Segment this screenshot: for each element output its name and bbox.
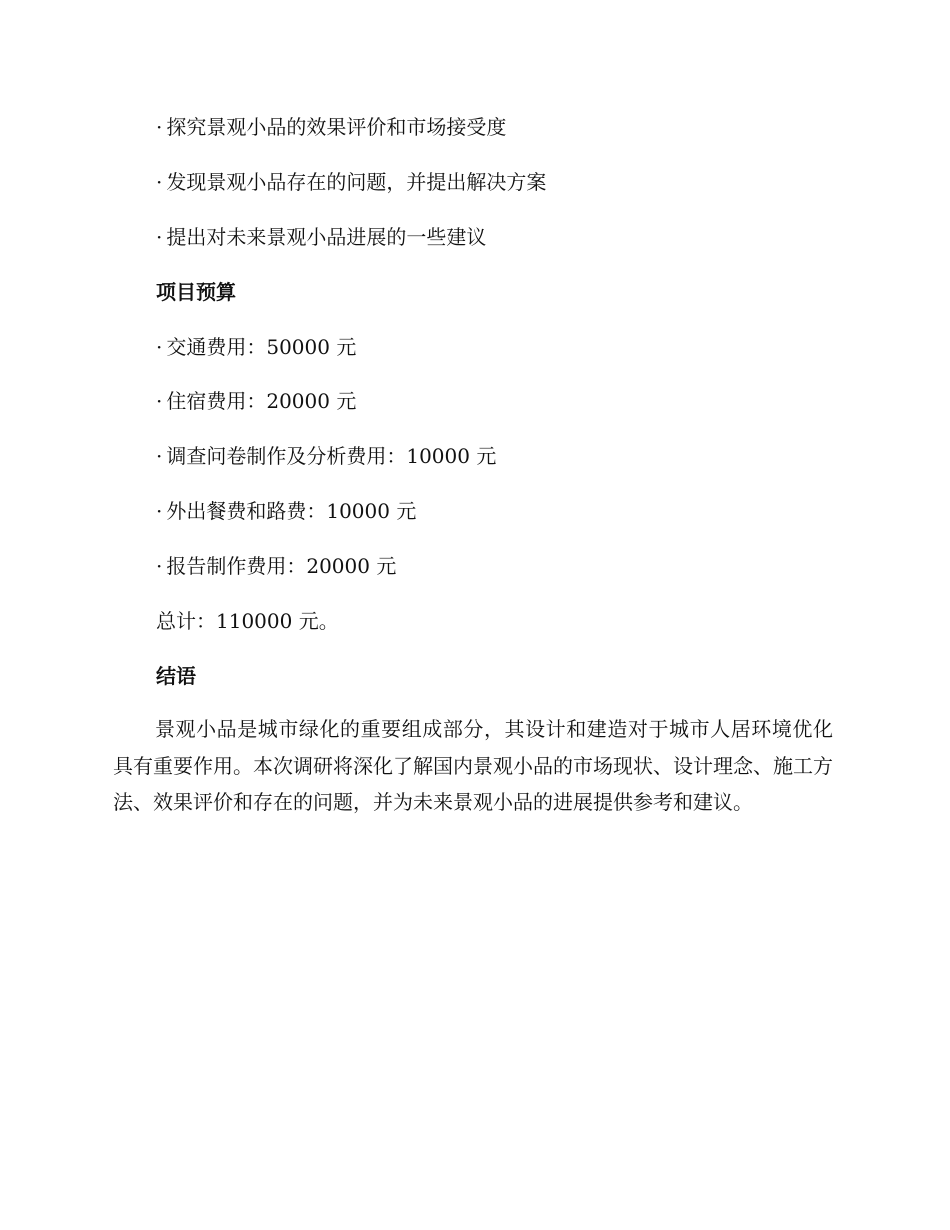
conclusion-heading: 结语 [156, 664, 196, 688]
bullet-icon: · [156, 170, 163, 194]
bullet-icon: · [156, 444, 163, 468]
budget-item: · 住宿费用：20000 元 [156, 389, 357, 413]
budget-item: · 外出餐费和路费：10000 元 [156, 499, 417, 523]
bullet-icon: · [156, 225, 163, 249]
budget-heading: 项目预算 [156, 280, 236, 304]
budget-item: · 交通费用：50000 元 [156, 335, 357, 359]
bullet-icon: · [156, 115, 163, 139]
bullet-icon: · [156, 389, 163, 413]
goal-item: · 发现景观小品存在的问题，并提出解决方案 [156, 170, 547, 194]
goal-item: · 探究景观小品的效果评价和市场接受度 [156, 115, 507, 139]
budget-total: 总计：110000 元。 [156, 609, 339, 633]
bullet-icon: · [156, 554, 163, 578]
goal-item: · 提出对未来景观小品进展的一些建议 [156, 225, 487, 249]
bullet-icon: · [156, 335, 163, 359]
budget-item: · 调查问卷制作及分析费用：10000 元 [156, 444, 497, 468]
budget-item: · 报告制作费用：20000 元 [156, 554, 397, 578]
conclusion-paragraph: 景观小品是城市绿化的重要组成部分，其设计和建造对于城市人居环境优化具有重要作用。本次调研将深化了解国内景观小品的市场现状、设计理念、施工方法、效果评价和存在的问题，并为未来景观小品的进展提供参考和建议。 [113, 717, 833, 814]
bullet-icon: · [156, 499, 163, 523]
